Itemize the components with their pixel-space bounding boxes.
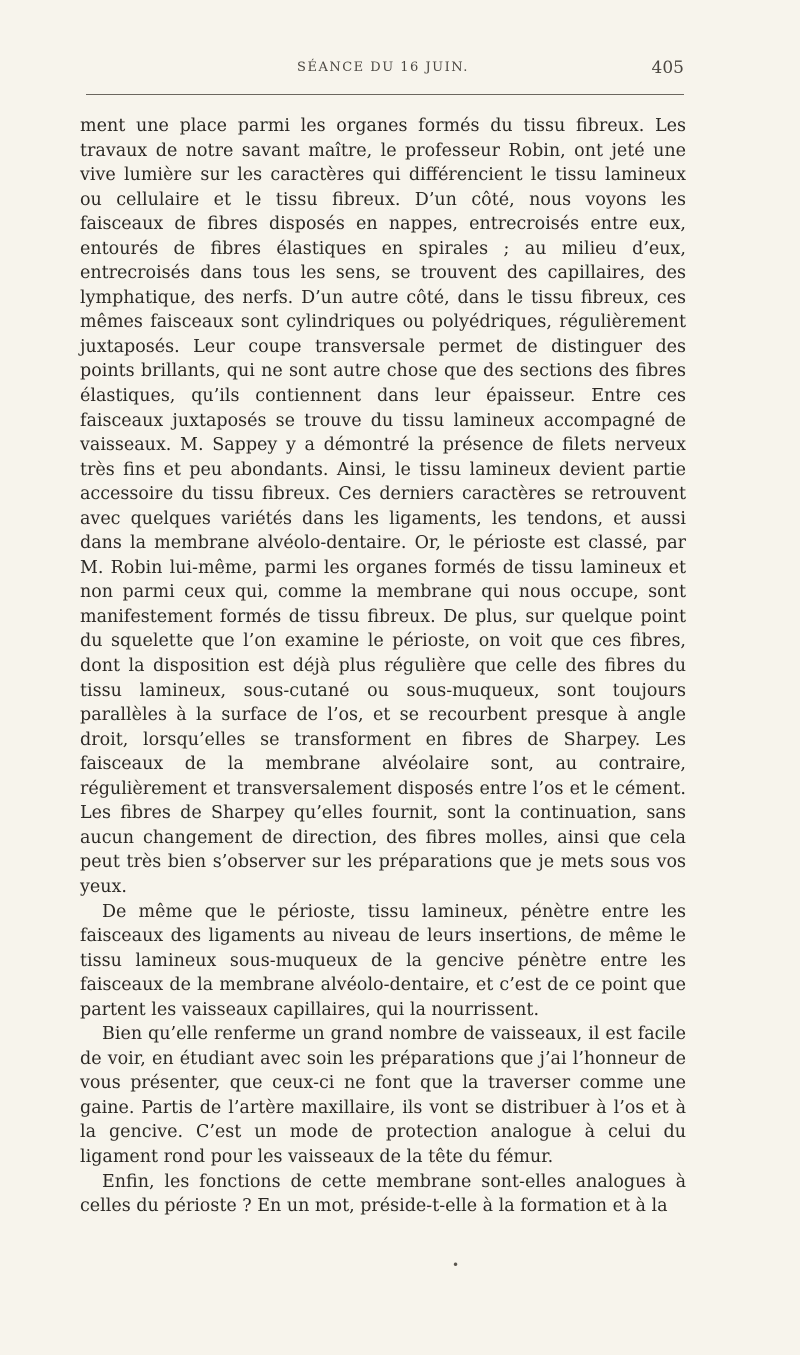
paragraph: Bien qu’elle renferme un grand nombre de vaisseaux, il est facile de voir, en étudiant avec soin les préparations que j’ai l’honneur de vous présenter, que ceux-ci ne font que la traverser comme une gaine. Partis de l’artère maxillaire, ils vont se distribuer à l’os et à la gencive. C’est un mode de protection analogue à celui du ligament rond pour les vaisseaux de la tête du fémur.: [80, 1024, 686, 1167]
running-head: SÉANCE DU 16 JUIN.: [297, 60, 469, 75]
paragraph-continuation: ment une place parmi les organes formés du tissu fibreux. Les travaux de notre savant maître, le professeur Robin, ont jeté une vive lumière sur les caractères qui différencient le tissu lamineux ou cellulaire et le tissu fibreux. D’un côté, nous voyons les faisceaux de fibres disposés en nappes, entrecroisés entre eux, entourés de fibres élastiques en spirales ; au milieu d’eux, entrecroisés dans tous les sens, se trouvent des capillaires, des lymphatique, des nerfs. D’un autre côté, dans le tissu fibreux, ces mêmes faisceaux sont cylindriques ou polyédriques, régulièrement juxtaposés. Leur coupe transversale permet de distinguer des points brillants, qui ne sont autre chose que des sections des fibres élastiques, qu’ils contiennent dans leur épaisseur. Entre ces faisceaux juxtaposés se trouve du tissu lamineux accompagné de vaisseaux. M. Sappey y a démontré la présence de filets nerveux très fins et peu abondants. Ainsi, le tissu lamineux devient partie accessoire du tissu fibreux. Ces derniers caractères se retrouvent avec quelques variétés dans les ligaments, les tendons, et aussi dans la membrane alvéolo-dentaire. Or, le périoste est classé, par M. Robin lui-même, parmi les organes formés de tissu lamineux et non parmi ceux qui, comme la membrane qui nous occupe, sont manifestement formés de tissu fibreux. De plus, sur quelque point du squelette que l’on examine le périoste, on voit que ces fibres, dont la disposition est déjà plus régulière que celle des fibres du tissu lamineux, sous-cutané ou sous-muqueux, sont toujours parallèles à la surface de l’os, et se recourbent presque à angle droit, lorsqu’elles se transforment en fibres de Sharpey. Les faisceaux de la membrane alvéolaire sont, au contraire, régulièrement et transversalement disposés entre l’os et le cément. Les fibres de Sharpey qu’elles fournit, sont la continuation, sans aucun changement de direction, des fibres molles, ainsi que cela peut très bien s’observer sur les préparations que je mets sous vos yeux.: [80, 116, 686, 897]
body-text: [80, 114, 686, 1219]
paragraph: Enfin, les fonctions de cette membrane sont-elles analogues à celles du périoste ? En un mot, préside-t-elle à la formation et à la: [80, 1171, 686, 1217]
page-number: 405: [651, 58, 684, 78]
header-rule: [86, 94, 684, 95]
page-header: [80, 58, 686, 84]
printer-mark: •: [452, 1258, 460, 1272]
paragraph: De même que le périoste, tissu lamineux, pénètre entre les faisceaux des ligaments au niveau de leurs insertions, de même le tissu lamineux sous-muqueux de la gencive pénètre entre les faisceaux de la membrane alvéolo-dentaire, et c’est de ce point que partent les vaisseaux capillaires, qui la nourrissent.: [80, 901, 686, 1020]
